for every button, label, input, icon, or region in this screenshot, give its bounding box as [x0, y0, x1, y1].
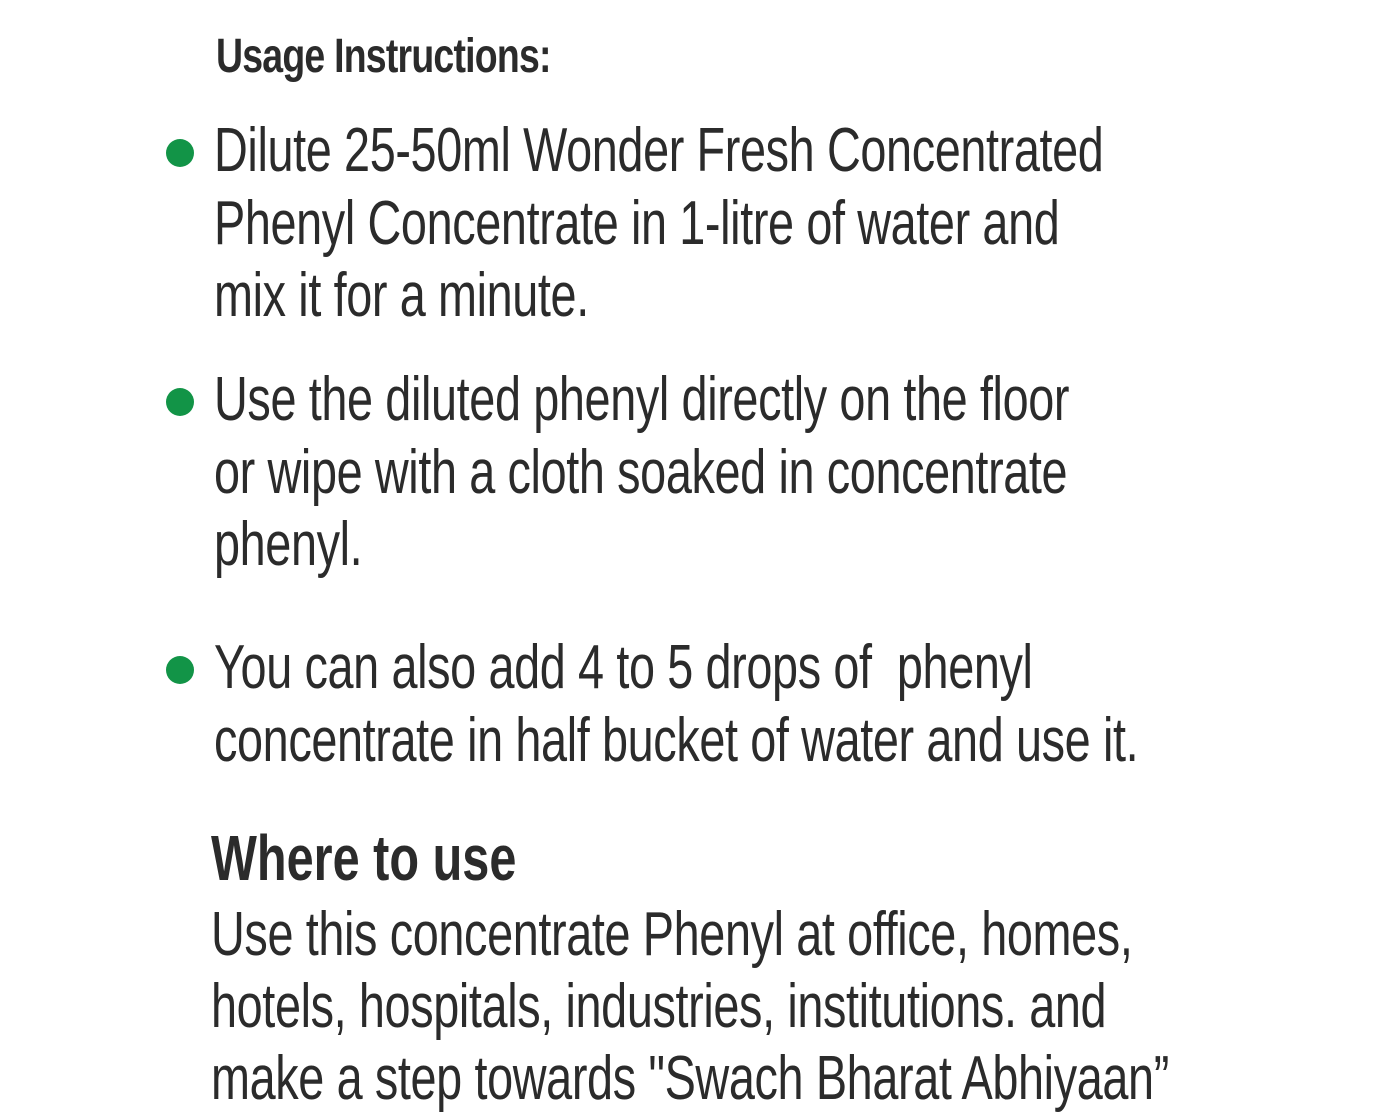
usage-bullet-text [214, 115, 1196, 333]
where-to-use-body [211, 899, 1169, 1115]
bullet-line: Use the diluted phenyl directly on the floor [214, 365, 1070, 434]
bullet-line: Dilute 25-50ml Wonder Fresh Concentrated [214, 116, 1104, 185]
bullet-line: phenyl. [214, 510, 363, 579]
usage-instructions-heading: Usage Instructions: [216, 30, 551, 83]
usage-bullet-text [214, 632, 1196, 777]
bullet-line: mix it for a minute. [214, 261, 589, 330]
body-line: make a step towards "Swach Bharat Abhiyaan” [211, 1044, 1169, 1113]
bullet-dot-icon [166, 656, 194, 684]
bullet-line: Phenyl Concentrate in 1-litre of water and [214, 188, 1060, 258]
body-line: Use this concentrate Phenyl at office, homes, [211, 900, 1133, 969]
bullet-line: concentrate in half bucket of water and use it. [214, 705, 1139, 775]
bullet-dot-icon [166, 139, 194, 167]
bullet-line: or wipe with a cloth soaked in concentrate [214, 437, 1068, 507]
where-to-use-heading: Where to use [211, 822, 517, 894]
usage-bullet-text [214, 364, 1196, 582]
body-line: hotels, hospitals, industries, institutions. and [211, 972, 1107, 1041]
bullet-line: You can also add 4 to 5 drops of phenyl [214, 633, 1033, 702]
bullet-dot-icon [166, 388, 194, 416]
